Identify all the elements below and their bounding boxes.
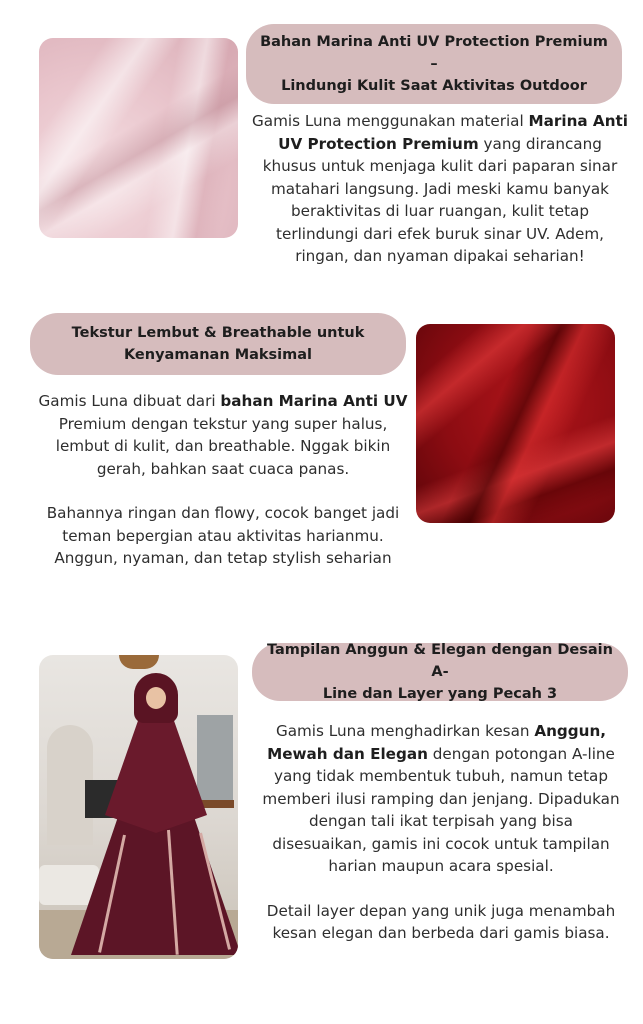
pendant-lamp xyxy=(119,655,159,669)
section3-paragraph xyxy=(260,720,622,945)
section3-text-post: dengan potongan A-line yang tidak membentuk tubuh, namun tetap memberi ilusi ramping dan jenjang. Dipadukan dengan tali ikat terpisah yang bisa disesuaikan, gamis ini cocok untuk tampilan harian maupun acara spesial. xyxy=(262,744,620,875)
section3-heading-line2: Line dan Layer yang Pecah 3 xyxy=(322,686,558,702)
section2-heading-line2: Kenyamanan Maksimal xyxy=(123,347,313,363)
section2-text-bold: bahan Marina Anti UV xyxy=(220,392,408,410)
section1-text-bold: Marina Anti UV Protection Premium xyxy=(278,112,628,153)
pink-fabric-image xyxy=(39,38,238,238)
section2-paragraph2: Bahannya ringan dan flowy, cocok banget jadi teman bepergian atau aktivitas harianmu. Anggun, nyaman, dan tetap stylish seharian xyxy=(46,504,400,567)
section2-heading-line1: Tekstur Lembut & Breathable untuk xyxy=(71,325,365,341)
section2-heading xyxy=(30,313,406,375)
section3-heading-line1: Tampilan Anggun & Elegan dengan Desain A- xyxy=(267,642,613,680)
red-fabric-image xyxy=(416,324,615,523)
section1-heading-line2: Lindungi Kulit Saat Aktivitas Outdoor xyxy=(281,78,587,94)
model-face xyxy=(146,687,166,709)
section3-text-bold: Anggun, Mewah dan Elegan xyxy=(267,722,607,763)
section3-paragraph2: Detail layer depan yang unik juga menambah kesan elegan dan berbeda dari gamis biasa. xyxy=(266,901,616,942)
model-photo-image xyxy=(39,655,238,959)
section2-text-pre: Gamis Luna dibuat dari xyxy=(38,392,221,410)
section1-text-pre: Gamis Luna menggunakan material xyxy=(252,112,529,130)
model-cape xyxy=(105,713,207,833)
room-fridge xyxy=(197,715,233,805)
section2-paragraph xyxy=(38,390,408,570)
section1-paragraph xyxy=(250,110,630,268)
room-sofa xyxy=(39,865,99,905)
section1-text-post: yang dirancang khusus untuk menjaga kulit dari paparan sinar matahari langsung. Jadi meski kamu banyak beraktivitas di luar ruangan, kulit tetap terlindungi dari efek buruk sinar UV. Adem, ringan, dan nyaman dipakai seharian! xyxy=(262,134,618,265)
section1-heading xyxy=(246,24,622,104)
section3-heading xyxy=(252,643,628,701)
section1-heading-line1: Bahan Marina Anti UV Protection Premium – xyxy=(260,34,608,72)
section3-text-pre: Gamis Luna menghadirkan kesan xyxy=(275,722,535,740)
section2-text-post: Premium dengan tekstur yang super halus, lembut di kulit, dan breathable. Nggak bikin gerah, bahkan saat cuaca panas. xyxy=(55,414,391,478)
